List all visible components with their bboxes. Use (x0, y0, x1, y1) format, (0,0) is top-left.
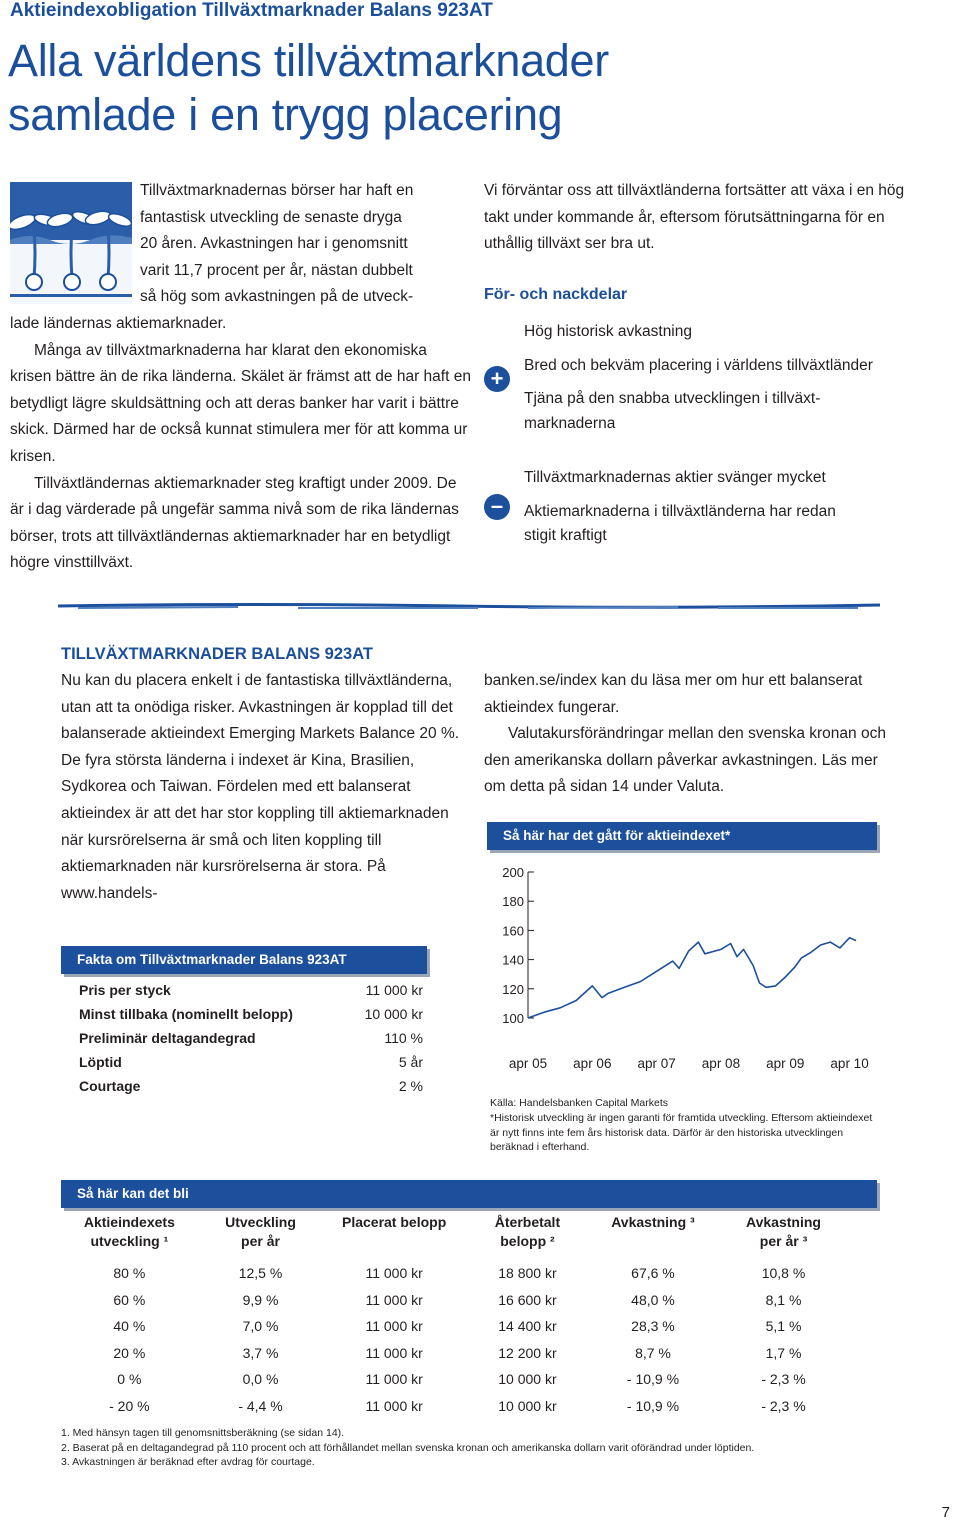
y-tick-label: 160 (502, 923, 524, 939)
returns-cell: 8,1 % (765, 1291, 802, 1308)
returns-cell: - 20 % (109, 1397, 150, 1414)
sprouts-illustration (10, 182, 132, 304)
facts-label: Minst tillbaka (nominellt belopp) (79, 1006, 293, 1022)
product-line: Aktieindexobligation Tillväxtmarknader Balans 923AT (10, 0, 493, 21)
x-tick-label: apr 10 (830, 1056, 869, 1071)
intro-wrapped-lines (140, 178, 480, 311)
returns-header (198, 1212, 324, 1252)
returns-header-line: Utveckling (225, 1214, 296, 1230)
footnote: 1. Med hänsyn tagen till genomsnittsberäkning (se sidan 14). (61, 1427, 345, 1439)
returns-cell: 1,7 % (765, 1344, 802, 1361)
returns-row (61, 1287, 851, 1314)
returns-cell: - 10,9 % (626, 1371, 680, 1388)
pro-item: Hög historisk avkastning (524, 323, 692, 340)
returns-cell: - 2,3 % (761, 1371, 806, 1388)
section-heading: TILLVÄXTMARKNADER BALANS 923AT (61, 645, 373, 663)
returns-cell: 5,1 % (765, 1318, 802, 1335)
x-tick-label: apr 05 (508, 1056, 548, 1071)
returns-header-line: per år ³ (759, 1233, 808, 1249)
returns-cell: 11 000 kr (365, 1265, 423, 1282)
returns-cell: - 2,3 % (761, 1397, 806, 1414)
returns-cell: 18 800 kr (498, 1265, 557, 1282)
returns-header-line: Aktieindexets (83, 1214, 175, 1230)
facts-row (78, 1074, 424, 1098)
facts-row (78, 978, 424, 1002)
index-chart (484, 855, 884, 1085)
returns-cell: 11 000 kr (365, 1318, 423, 1335)
con-item: Tillväxtmarknadernas aktier svänger mycket (524, 469, 826, 486)
returns-header (323, 1212, 465, 1252)
chart-source: Källa: Handelsbanken Capital Markets (490, 1097, 669, 1109)
returns-cell: 12 200 kr (498, 1344, 557, 1361)
con-item: Aktiemarknaderna i tillväxtländerna har redan stigit kraftigt (524, 502, 836, 544)
intro-line: 20 åren. Avkastningen har i genomsnitt (140, 235, 408, 253)
pros-list (524, 320, 924, 436)
returns-table (61, 1212, 851, 1419)
facts-table (78, 978, 424, 1098)
returns-cell: 67,6 % (631, 1265, 675, 1282)
returns-cell: 16 600 kr (498, 1291, 557, 1308)
returns-cell: 10,8 % (761, 1265, 806, 1282)
returns-row (61, 1313, 851, 1340)
returns-cell: 8,7 % (635, 1344, 671, 1361)
facts-value: 5 år (398, 1054, 423, 1070)
pros-cons-heading: För- och nackdelar (484, 286, 628, 303)
section-right-text (484, 668, 894, 801)
returns-cell: - 4,4 % (238, 1397, 283, 1414)
returns-cell: 11 000 kr (365, 1397, 423, 1414)
returns-row (61, 1366, 851, 1393)
footnote: 2. Baserat på en deltagandegrad på 110 procent och att förhållandet mellan svenska kronan och amerikanska dollarn varit oförändrad under löptiden. (61, 1441, 755, 1454)
returns-header (716, 1212, 851, 1252)
facts-value: 2 % (398, 1078, 423, 1094)
facts-label: Courtage (79, 1078, 141, 1094)
page-title-line-2: samlade i en trygg placering (8, 89, 563, 140)
returns-cell: 28,3 % (631, 1318, 675, 1335)
intro-line: så hög som avkastningen på de utveck- (140, 288, 414, 306)
facts-value: 11 000 kr (365, 982, 423, 998)
intro-paragraph-3: Tillväxtländernas aktiemarknader steg kraftigt under 2009. De är i dag värderade på ungefär samma nivå som de rika ländernas börser, trots att tillväxtländernas aktiemarknader har en betydligt högre vinsttillväxt. (10, 474, 459, 572)
series-line (528, 938, 856, 1018)
returns-cell: 10 000 kr (498, 1397, 557, 1414)
pro-item: Tjäna på den snabba utvecklingen i tillväxt- marknaderna (524, 390, 821, 432)
facts-label: Pris per styck (79, 982, 171, 998)
returns-cell: 11 000 kr (365, 1344, 423, 1361)
returns-header-line: Placerat belopp (341, 1214, 447, 1230)
chart-title: Så här har det gått för aktieindexet* (487, 822, 877, 850)
returns-header (61, 1212, 198, 1252)
returns-header (465, 1212, 590, 1252)
returns-cell: 20 % (113, 1344, 146, 1361)
facts-row (78, 1002, 424, 1026)
returns-row (61, 1340, 851, 1367)
returns-cell: 0 % (117, 1371, 142, 1388)
returns-cell: 11 000 kr (365, 1371, 423, 1388)
returns-cell: 3,7 % (242, 1344, 279, 1361)
y-tick-label: 180 (502, 894, 524, 910)
page-title (8, 34, 609, 142)
returns-title: Så här kan det bli (61, 1180, 877, 1208)
y-tick-label: 140 (502, 952, 524, 968)
section-right-paragraph-1: banken.se/index kan du läsa mer om hur ett balanserat aktieindex fungerar. (484, 672, 863, 716)
x-tick-label: apr 06 (573, 1056, 612, 1071)
intro-paragraph-2: Många av tillväxtmarknaderna har klarat den ekonomiska krisen bättre än de rika länderna. Skälet är främst att de har haft en betydligt lägre skuldsättning och att deras banker har varit i bättre skick. Därmed har de också kunnat stimulera mer för att komma ur krisen. (10, 341, 471, 465)
right-intro-paragraph: Vi förväntar oss att tillväxtländerna fortsätter att växa i en hög takt under kommande år, eftersom förutsättningarna för en uthållig tillväxt ser bra ut. (484, 182, 905, 253)
facts-value: 10 000 kr (364, 1006, 423, 1022)
returns-cell: - 10,9 % (626, 1397, 680, 1414)
y-tick-label: 120 (502, 981, 524, 997)
returns-cell: 0,0 % (242, 1371, 279, 1388)
x-tick-label: apr 07 (637, 1056, 676, 1071)
returns-header-line: utveckling ¹ (90, 1233, 169, 1249)
returns-cell: 40 % (113, 1318, 146, 1335)
pro-item: Bred och bekväm placering i världens tillväxtländer (524, 356, 873, 374)
intro-body (10, 311, 472, 577)
returns-cell: 60 % (113, 1291, 146, 1308)
returns-cell: 80 % (113, 1265, 146, 1282)
returns-cell: 7,0 % (242, 1318, 279, 1335)
returns-header-line: Avkastning (746, 1214, 821, 1230)
facts-label: Löptid (79, 1054, 122, 1070)
returns-header-line: Avkastning ³ (611, 1214, 695, 1230)
returns-header-line: per år (241, 1233, 280, 1249)
returns-cell: 12,5 % (238, 1265, 283, 1282)
footnote: 3. Avkastningen är beräknad efter avdrag för courtage. (61, 1456, 315, 1469)
returns-header-line: Återbetalt (494, 1214, 561, 1230)
returns-cell: 11 000 kr (365, 1291, 423, 1308)
y-tick-label: 200 (502, 865, 524, 880)
intro-line: varit 11,7 procent per år, nästan dubbelt (140, 261, 413, 279)
brush-divider (58, 600, 880, 612)
intro-line: Tillväxtmarknadernas börser har haft en (140, 182, 414, 199)
facts-label: Preliminär deltagandegrad (79, 1030, 256, 1046)
intro-line: lade ländernas aktiemarknader. (10, 315, 227, 332)
page-title-line-1: Alla världens tillväxtmarknader (8, 35, 609, 86)
plus-icon: + (484, 366, 510, 392)
x-tick-label: apr 08 (701, 1056, 741, 1071)
facts-row (78, 1026, 424, 1050)
chart-note: *Historisk utveckling är ingen garanti för framtida utveckling. Eftersom aktieindexet är nytt finns inte fem års historisk data. Därför är den historiska utvecklingen beräknad i efterhand. (490, 1112, 873, 1154)
returns-cell: 9,9 % (242, 1291, 279, 1308)
returns-footnotes (61, 1426, 941, 1470)
returns-row (61, 1260, 851, 1287)
intro-line: fantastisk utveckling de senaste dryga (140, 208, 402, 226)
y-tick-label: 100 (502, 1011, 524, 1026)
facts-value: 110 % (384, 1030, 423, 1046)
returns-row (61, 1393, 851, 1420)
returns-header-line: belopp ² (500, 1233, 555, 1249)
x-tick-label: apr 09 (766, 1056, 805, 1071)
minus-icon: – (484, 494, 510, 520)
returns-cell: 14 400 kr (498, 1318, 557, 1335)
returns-cell: 48,0 % (631, 1291, 675, 1308)
section-right-paragraph-2: Valutakursförändringar mellan den svenska kronan och den amerikanska dollarn påverkar avkastningen. Läs mer om detta på sidan 14 under Valuta. (484, 725, 886, 796)
cons-list (524, 466, 924, 549)
facts-row (78, 1050, 424, 1074)
returns-header (590, 1212, 716, 1252)
page-number: 7 (941, 1504, 950, 1521)
returns-cell: 10 000 kr (498, 1371, 557, 1388)
facts-title: Fakta om Tillväxtmarknader Balans 923AT (61, 946, 427, 974)
returns-header-row (61, 1212, 851, 1252)
section-left-text: Nu kan du placera enkelt i de fantastiska tillväxtländerna, utan att ta onödiga risker. Avkastningen är kopplad till det balanserade aktieindext Emerging Markets Balance 20 %. De fyra största länderna i indexet är Kina, Brasilien, Sydkorea och Taiwan. Fördelen med ett balanserat aktieindex är att det har stor koppling till aktiemarknaden när kursrörelserna är små och liten koppling till aktiemarknaden när kursrörelserna är stora. På www.handels- (61, 672, 460, 902)
